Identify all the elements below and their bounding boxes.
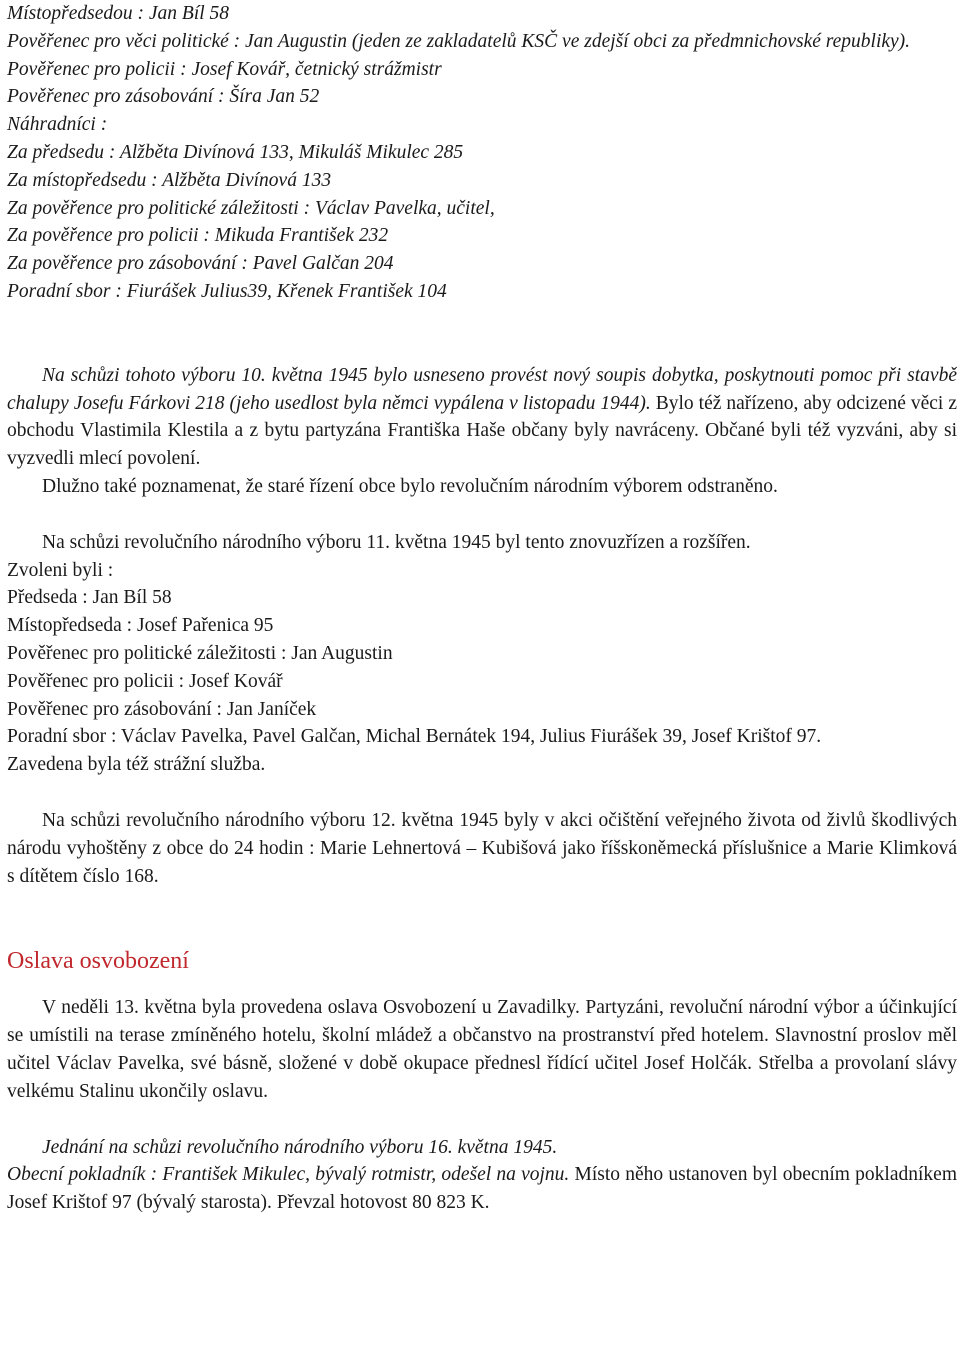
- committee-line-sub-police: Za pověřence pro policii : Mikuda František 232: [7, 225, 389, 247]
- committee-line-vice-chair: Místopředsedou : Jan Bíl 58: [7, 3, 230, 24]
- meeting-may-11-block: [7, 529, 957, 779]
- elected-police: Pověřenec pro policii : Josef Kovář: [7, 670, 283, 692]
- elected-advisory: Poradní sbor : Václav Pavelka, Pavel Galčan, Michal Bernátek 194, Julius Fiurášek 39, Josef Krištof 97.: [7, 726, 822, 748]
- spacer: [7, 1106, 957, 1134]
- spacer: [7, 976, 957, 994]
- committee-line-supply: Pověřenec pro zásobování : Šíra Jan 52: [7, 86, 320, 108]
- meeting-may-11-intro: Na schůzi revolučního národního výboru 11. května 1945 byl tento znovuzřízen a rozšířen.: [42, 531, 751, 553]
- committee-line-advisory: Poradní sbor : Fiurášek Julius39, Křenek František 104: [7, 280, 447, 302]
- committee-line-police: Pověřenec pro policii : Josef Kovář, četnický strážmistr: [7, 58, 442, 80]
- guard-service: Zavedena byla též strážní služba.: [7, 754, 266, 776]
- meeting-may-10-upright: Bylo též nařízeno, aby odcizené věci z obchodu Vlastimila Klestila a z bytu partyzána Františka Haše občany byly navráceny. Občané byli též vyzváni, aby si vyzvedli mlecí povolení.: [7, 392, 957, 470]
- section-heading-liberation: Oslava osvobození: [7, 948, 189, 975]
- spacer: [7, 890, 957, 946]
- committee-line-politics: Pověřenec pro věci politické : Jan Augustin (jeden ze zakladatelů KSČ ve zdejší obci za předmnichovské republiky).: [7, 30, 911, 52]
- treasurer-paragraph: [7, 1161, 957, 1217]
- committee-list: [7, 0, 957, 306]
- meeting-may-12-paragraph: Na schůzi revolučního národního výboru 12. května 1945 byly v akci očištění veřejného života od živlů škodlivých národu vyhoštěny z obce do 24 hodin : Marie Lehnertová – Kubišová jako říšskoněmecká příslušnice a Marie Klimková s dítětem číslo 168.: [7, 809, 957, 887]
- committee-line-sub-politics: Za pověřence pro politické záležitosti : Václav Pavelka, učitel,: [7, 197, 495, 219]
- elected-vice-chair: Místopředseda : Josef Pařenica 95: [7, 615, 274, 637]
- committee-line-substitutes: Náhradníci :: [7, 114, 108, 136]
- meeting-may-10-italic: Na schůzi tohoto výboru 10. května 1945 bylo usneseno provést nový soupis dobytka, poskytnouti pomoc při stavbě chalupy Josefu Fárkovi 218 (jeho usedlost byla němci vypálena v listopadu 1944).: [7, 364, 957, 414]
- treasurer-upright: Místo něho ustanoven byl obecním pokladníkem Josef Krištof 97 (bývalý starosta). Převzal hotovost 80 823 K.: [7, 1164, 957, 1214]
- liberation-celebration-paragraph: V neděli 13. května byla provedena oslava Osvobození u Zavadilky. Partyzáni, revoluční národní výbor a účinkující se umístili na terase zmíněného hotelu, školní mládež a občanstvo na prostranství před hotelem. Slavnostní proslov měl učitel Václav Pavelka, své básně, složené v době okupace přednesl řídící učitel Josef Holčák. Střelba a provolaní slávy velkému Stalinu ukončily oslavu.: [7, 997, 957, 1102]
- meeting-may-16-title: Jednání na schůzi revolučního národního výboru 16. května 1945.: [42, 1136, 558, 1158]
- treasurer-italic: Obecní pokladník : František Mikulec, bývalý rotmistr, odešel na vojnu.: [7, 1164, 570, 1186]
- committee-line-sub-vice-chair: Za místopředsedu : Alžběta Divínová 133: [7, 169, 332, 191]
- old-administration-paragraph: Dlužno také poznamenat, že staré řízení obce bylo revolučním národním výborem odstraněno.: [42, 475, 778, 497]
- spacer: [7, 306, 957, 362]
- document-page: [7, 0, 957, 1217]
- spacer: [7, 501, 957, 529]
- elected-heading: Zvoleni byli :: [7, 559, 114, 581]
- elected-politics: Pověřenec pro politické záležitosti : Jan Augustin: [7, 642, 393, 664]
- committee-line-sub-supply: Za pověřence pro zásobování : Pavel Galčan 204: [7, 253, 394, 275]
- meeting-may-10-paragraph: [7, 362, 957, 473]
- spacer: [7, 779, 957, 807]
- elected-supply: Pověřenec pro zásobování : Jan Janíček: [7, 698, 317, 720]
- committee-line-sub-chair: Za předsedu : Alžběta Divínová 133, Mikuláš Mikulec 285: [7, 141, 464, 163]
- elected-chair: Předseda : Jan Bíl 58: [7, 587, 172, 609]
